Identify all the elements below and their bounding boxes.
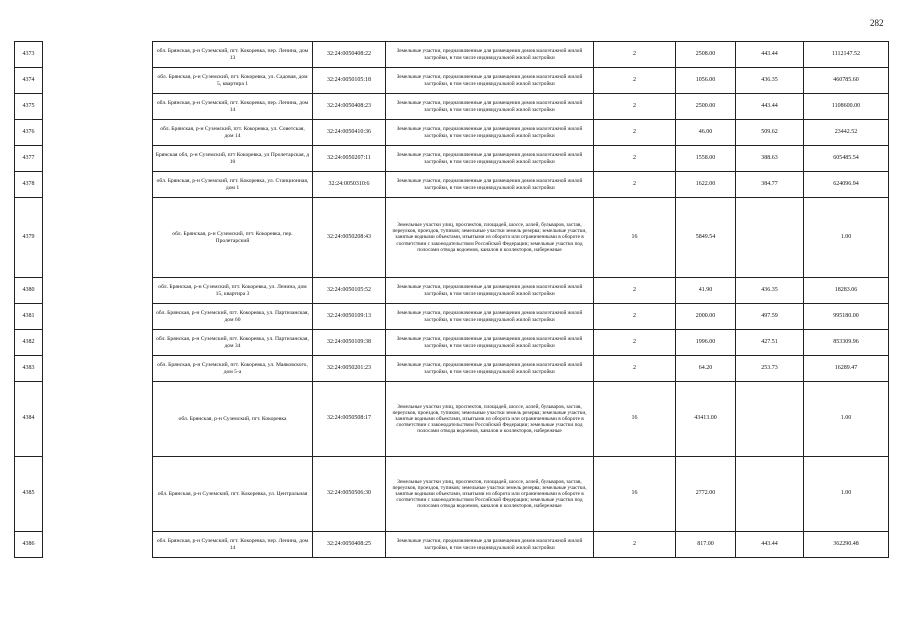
gap-cell [43,172,153,198]
area-cell: 41.90 [676,278,736,304]
group-cell: 2 [594,94,676,120]
table-row [15,304,889,330]
cadastral-number-cell: 32:24:0050410:36 [313,120,386,146]
rate-cell: 436.35 [736,278,804,304]
land-use-cell: Земельные участки улиц, проспектов, площадей, шоссе, аллей, бульваров, застав, переулков, проездов, тупиков; земельные участки земель резерва; земельные участки, занятые водными объектами, изъятыми из оборота или ограниченными в обороте в соответствии с законодательством Российской Федерации; земельные участки под полосами отвода водоемов, каналов и коллекторов, набережные [386,198,594,278]
land-use-cell: Земельные участки, предназначенные для размещения домов малоэтажной жилой застройки, в том числе индивидуальной жилой застройки [386,172,594,198]
rate-cell: 497.59 [736,304,804,330]
address-cell: обл. Брянская, р-н Суземский, пгт. Кокоревка, ул. Ленина, дом 15, квартира 3 [153,278,313,304]
land-use-cell: Земельные участки, предназначенные для размещения домов малоэтажной жилой застройки, в том числе индивидуальной жилой застройки [386,68,594,94]
cadastral-number-cell: 32:24:0050208:43 [313,198,386,278]
cadastral-number-cell: 32:24:0050408:22 [313,42,386,68]
cadastral-value-cell: 605485.54 [804,146,889,172]
table-row [15,198,889,278]
row-number-cell: 4374 [15,68,43,94]
address-cell: обл. Брянская, р-н Суземский, пгт. Кокоревка, ул. Садовая, дом 5, квартира 1 [153,68,313,94]
cadastral-value-cell: 853309.96 [804,330,889,356]
address-cell: обл. Брянская, р-н Суземский, пгт. Кокоревка, пер. Ленина, дом 13 [153,42,313,68]
rate-cell [736,198,804,278]
cadastral-number-cell: 32:24:0050109:13 [313,304,386,330]
land-use-cell: Земельные участки, предназначенные для размещения домов малоэтажной жилой застройки, в том числе индивидуальной жилой застройки [386,304,594,330]
table-row [15,457,889,532]
address-cell: обл. Брянская, р-н Суземский, пгт. Кокоревка, пер. Ленина, дом 14 [153,532,313,558]
table-body [15,42,889,558]
gap-cell [43,356,153,382]
cadastral-value-cell: 1.00 [804,198,889,278]
table-row [15,120,889,146]
address-cell: обл. Брянская, р-н Суземский, пгт. Кокоревка, ул. Партизанская, дом 60 [153,304,313,330]
rate-cell: 509.62 [736,120,804,146]
row-number-cell: 4378 [15,172,43,198]
area-cell: 2000.00 [676,304,736,330]
table-row [15,42,889,68]
row-number-cell: 4381 [15,304,43,330]
cadastral-number-cell: 32:24:0050105:52 [313,278,386,304]
row-number-cell: 4377 [15,146,43,172]
table-row [15,532,889,558]
rate-cell: 384.77 [736,172,804,198]
gap-cell [43,198,153,278]
address-cell: обл. Брянская, р-н Суземский, пгт. Кокоревка, пер. Пролетарский [153,198,313,278]
cadastral-value-cell: 1.00 [804,457,889,532]
area-cell: 2772.00 [676,457,736,532]
area-cell: 817.00 [676,532,736,558]
row-number-cell: 4376 [15,120,43,146]
area-cell: 1558.00 [676,146,736,172]
land-use-cell: Земельные участки, предназначенные для размещения домов малоэтажной жилой застройки, в том числе индивидуальной жилой застройки [386,278,594,304]
address-cell: обл. Брянская, р-н Суземский, пгт. Кокоревка, ул. Советская, дом 14 [153,120,313,146]
gap-cell [43,457,153,532]
row-number-cell: 4382 [15,330,43,356]
cadastral-value-cell: 18283.06 [804,278,889,304]
cadastral-number-cell: 32:24:0050109:38 [313,330,386,356]
group-cell: 2 [594,42,676,68]
table-row [15,382,889,457]
rate-cell [736,382,804,457]
cadastral-value-cell: 624096.94 [804,172,889,198]
land-use-cell: Земельные участки, предназначенные для размещения домов малоэтажной жилой застройки, в том числе индивидуальной жилой застройки [386,532,594,558]
table-row [15,94,889,120]
cadastral-number-cell: 32:24:0050105:18 [313,68,386,94]
group-cell: 2 [594,68,676,94]
area-cell: 46.00 [676,120,736,146]
cadastral-number-cell: 32:24:0050201:23 [313,356,386,382]
area-cell: 2508.00 [676,42,736,68]
table-row [15,356,889,382]
row-number-cell: 4385 [15,457,43,532]
row-number-cell: 4380 [15,278,43,304]
rate-cell: 427.51 [736,330,804,356]
gap-cell [43,120,153,146]
cadastral-value-cell: 1.00 [804,382,889,457]
cadastral-value-cell: 16289.47 [804,356,889,382]
table-row [15,172,889,198]
cadastral-value-cell: 1108600.00 [804,94,889,120]
row-number-cell: 4386 [15,532,43,558]
area-cell: 1056.00 [676,68,736,94]
row-number-cell: 4375 [15,94,43,120]
land-use-cell: Земельные участки, предназначенные для размещения домов малоэтажной жилой застройки, в том числе индивидуальной жилой застройки [386,330,594,356]
area-cell: 2500.00 [676,94,736,120]
cadastral-number-cell: 32:24:0050310:6 [313,172,386,198]
table-row [15,278,889,304]
cadastral-number-cell: 32:24:0050207:11 [313,146,386,172]
address-cell: обл. Брянская, р-н Суземский, пгт. Кокоревка [153,382,313,457]
group-cell: 2 [594,172,676,198]
area-cell: 1996.00 [676,330,736,356]
land-use-cell: Земельные участки улиц, проспектов, площадей, шоссе, аллей, бульваров, застав, переулков, проездов, тупиков; земельные участки земель резерва; земельные участки, занятые водными объектами, изъятыми из оборота или ограниченными в обороте в соответствии с законодательством Российской Федерации; земельные участки под полосами отвода водоемов, каналов и коллекторов, набережные [386,382,594,457]
rate-cell: 443.44 [736,42,804,68]
address-cell: Брянская обл, р-н Суземский, пгт Кокоревка, ул Пролетарская, д 10 [153,146,313,172]
table-row [15,330,889,356]
group-cell: 2 [594,120,676,146]
address-cell: обл. Брянская, р-н Суземский, пгт. Кокоревка, пер. Ленина, дом 14 [153,94,313,120]
group-cell: 16 [594,382,676,457]
rate-cell [736,457,804,532]
table-row [15,146,889,172]
address-cell: обл. Брянская, р-н Суземский, пгт. Кокоревка, ул. Партизанская, дом 34 [153,330,313,356]
cadastral-value-cell: 23442.52 [804,120,889,146]
gap-cell [43,278,153,304]
cadastral-value-cell: 460785.60 [804,68,889,94]
group-cell: 16 [594,457,676,532]
cadastral-number-cell: 32:24:0050408:25 [313,532,386,558]
area-cell: 43413.00 [676,382,736,457]
land-use-cell: Земельные участки, предназначенные для размещения домов малоэтажной жилой застройки, в том числе индивидуальной жилой застройки [386,120,594,146]
group-cell: 2 [594,330,676,356]
group-cell: 2 [594,356,676,382]
gap-cell [43,68,153,94]
cadastral-value-cell: 1112147.52 [804,42,889,68]
gap-cell [43,94,153,120]
cadastral-number-cell: 32:24:0050506:30 [313,457,386,532]
cadastral-value-cell: 995180.00 [804,304,889,330]
land-use-cell: Земельные участки, предназначенные для размещения домов малоэтажной жилой застройки, в том числе индивидуальной жилой застройки [386,94,594,120]
address-cell: обл. Брянская, р-н Суземский, пгт. Кокоревка, ул. Маяковского, дом 5-а [153,356,313,382]
rate-cell: 436.35 [736,68,804,94]
table-row [15,68,889,94]
cadastral-value-table [14,41,889,558]
gap-cell [43,330,153,356]
group-cell: 2 [594,532,676,558]
area-cell: 1622.00 [676,172,736,198]
area-cell: 64.20 [676,356,736,382]
cadastral-value-cell: 362290.48 [804,532,889,558]
group-cell: 2 [594,304,676,330]
cadastral-number-cell: 32:24:0050408:23 [313,94,386,120]
group-cell: 2 [594,146,676,172]
rate-cell: 253.73 [736,356,804,382]
land-use-cell: Земельные участки, предназначенные для размещения домов малоэтажной жилой застройки, в том числе индивидуальной жилой застройки [386,356,594,382]
land-use-cell: Земельные участки, предназначенные для размещения домов малоэтажной жилой застройки, в том числе индивидуальной жилой застройки [386,42,594,68]
area-cell: 5849.54 [676,198,736,278]
rate-cell: 388.63 [736,146,804,172]
gap-cell [43,532,153,558]
row-number-cell: 4384 [15,382,43,457]
group-cell: 16 [594,198,676,278]
rate-cell: 443.44 [736,94,804,120]
row-number-cell: 4383 [15,356,43,382]
rate-cell: 443.44 [736,532,804,558]
address-cell: обл. Брянская, р-н Суземский, пгт. Кокоревка, ул. Центральная [153,457,313,532]
gap-cell [43,146,153,172]
land-use-cell: Земельные участки улиц, проспектов, площадей, шоссе, аллей, бульваров, застав, переулков, проездов, тупиков; земельные участки земель резерва; земельные участки, занятые водными объектами, изъятыми из оборота или ограниченными в обороте в соответствии с законодательством Российской Федерации; земельные участки под полосами отвода водоемов, каналов и коллекторов, набережные [386,457,594,532]
gap-cell [43,304,153,330]
cadastral-number-cell: 32:24:0050508:17 [313,382,386,457]
land-use-cell: Земельные участки, предназначенные для размещения домов малоэтажной жилой застройки, в том числе индивидуальной жилой застройки [386,146,594,172]
address-cell: обл. Брянская, р-н Суземский, пгт. Кокоревка, ул. Станционная, дом 1 [153,172,313,198]
gap-cell [43,382,153,457]
page-number: 282 [870,18,884,28]
gap-cell [43,42,153,68]
row-number-cell: 4373 [15,42,43,68]
group-cell: 2 [594,278,676,304]
row-number-cell: 4379 [15,198,43,278]
